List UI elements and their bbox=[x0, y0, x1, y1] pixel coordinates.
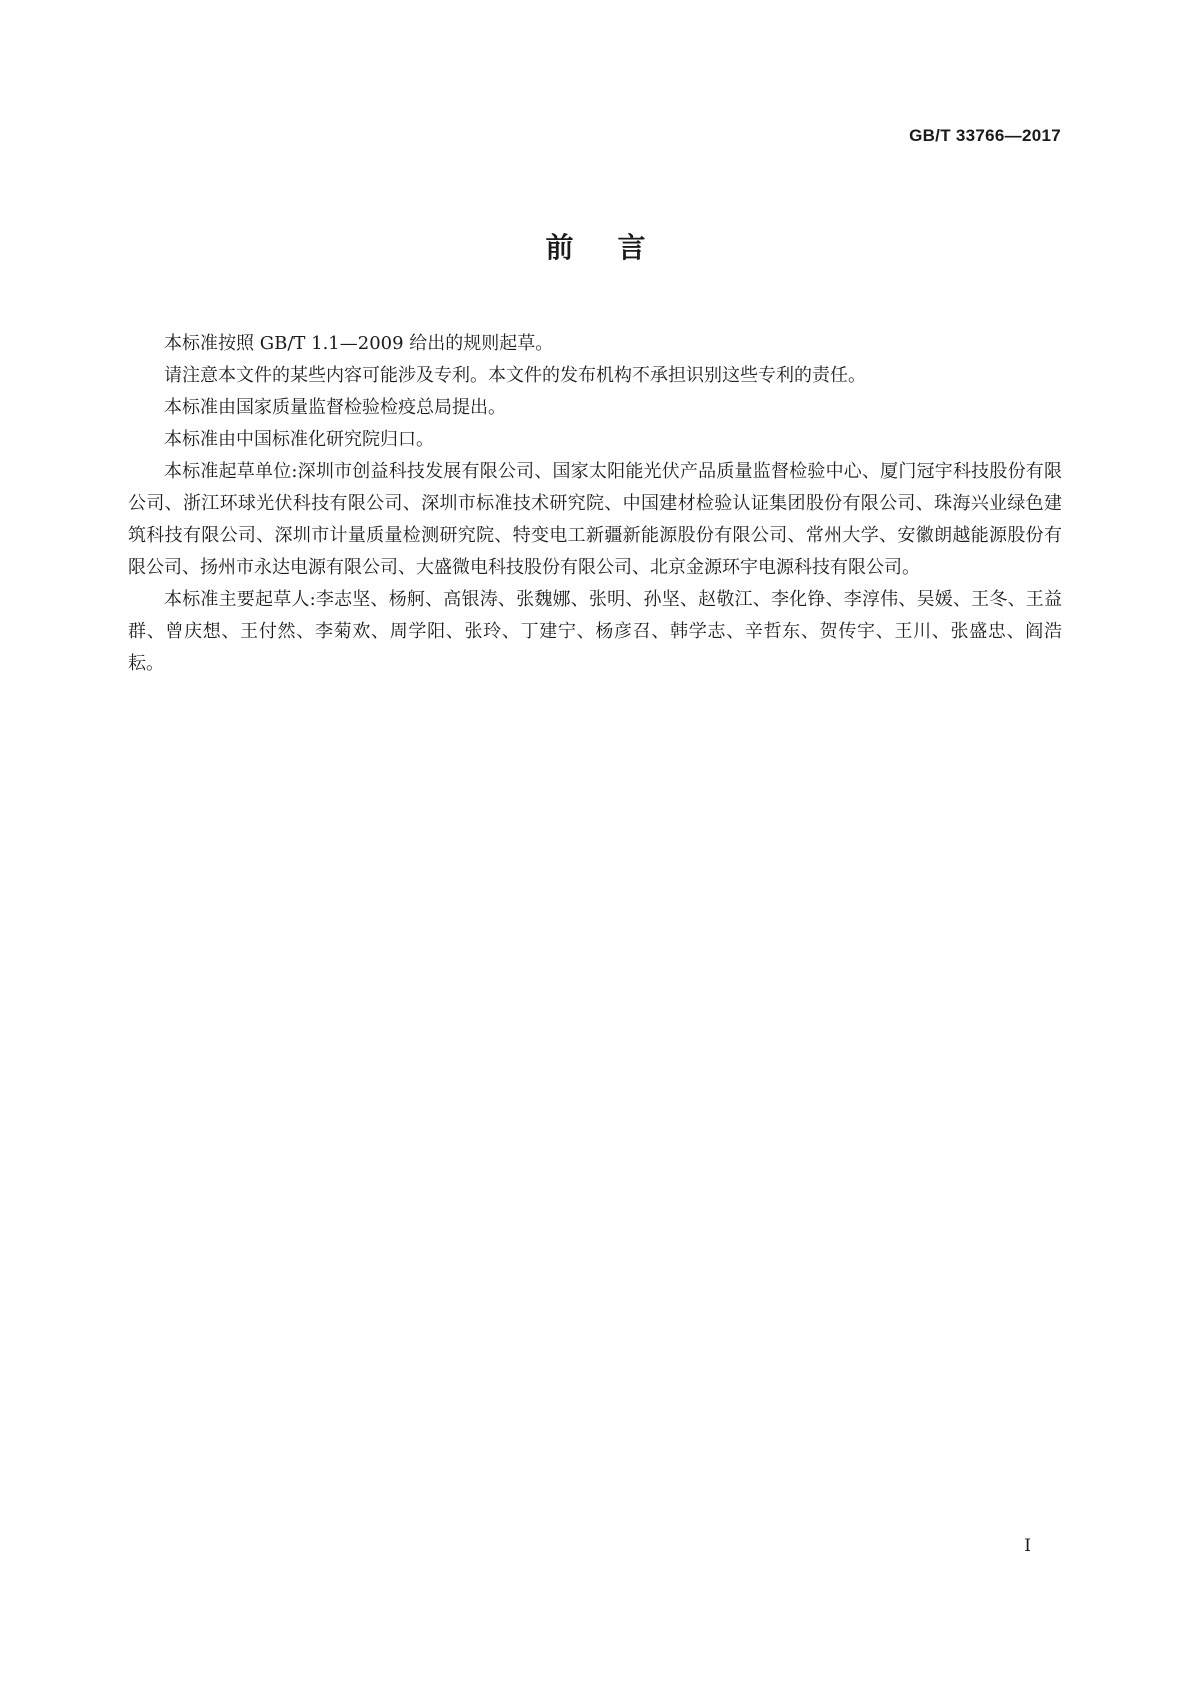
paragraph-drafters: 本标准主要起草人:李志坚、杨舸、高银涛、张魏娜、张明、孙坚、赵敬江、李化铮、李淳伟、吴媛、王冬、王益群、曾庆想、王付然、李菊欢、周学阳、张玲、丁建宁、杨彦召、韩学志、辛哲东、贺传宇、王川、张盛忠、阎浩耘。 bbox=[128, 589, 1062, 674]
foreword-body bbox=[128, 328, 1062, 680]
paragraph-proposer: 本标准由国家质量监督检验检疫总局提出。 bbox=[164, 397, 506, 418]
page-title: 前言 bbox=[545, 231, 690, 264]
paragraph-drafting-rules: 本标准按照 GB/T 1.1—2009 给出的规则起草。 bbox=[164, 333, 554, 354]
paragraph-technical-committee: 本标准由中国标准化研究院归口。 bbox=[164, 429, 434, 450]
paragraph-patent-notice: 请注意本文件的某些内容可能涉及专利。本文件的发布机构不承担识别这些专利的责任。 bbox=[164, 365, 866, 386]
paragraph-drafting-units: 本标准起草单位:深圳市创益科技发展有限公司、国家太阳能光伏产品质量监督检验中心、厦门冠宇科技股份有限公司、浙江环球光伏科技有限公司、深圳市标准技术研究院、中国建材检验认证集团股份有限公司、珠海兴业绿色建筑科技有限公司、深圳市计量质量检测研究院、特变电工新疆新能源股份有限公司、常州大学、安徽朗越能源股份有限公司、扬州市永达电源有限公司、大盛微电科技股份有限公司、北京金源环宇电源科技有限公司。 bbox=[128, 461, 1062, 578]
standard-code: GB/T 33766—2017 bbox=[909, 126, 1061, 145]
page-number: I bbox=[1024, 1536, 1031, 1556]
